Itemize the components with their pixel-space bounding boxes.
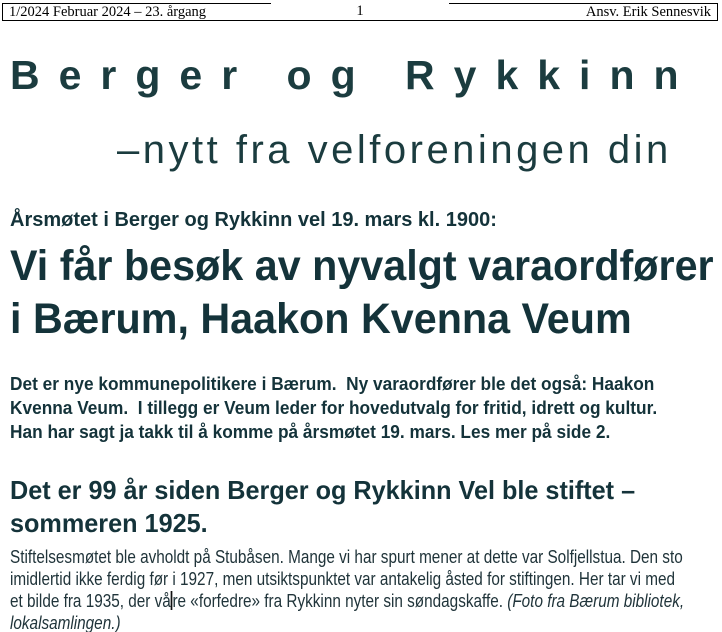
story-line: imidlertid ikke ferdig før i 1927, men utsiktspunktet var antakelig åsted for stiftingen. Her tar vi med xyxy=(10,569,675,589)
editor-info: Ansv. Erik Sennesvik xyxy=(449,3,718,21)
masthead-subtitle: –nytt fra velforeningen din xyxy=(117,128,672,172)
article-kicker: Årsmøtet i Berger og Rykkinn vel 19. mars kl. 1900: xyxy=(10,209,497,231)
story-text: et bilde fra 1935, der vå xyxy=(10,591,171,611)
anniversary-heading-line: Det er 99 år siden Berger og Rykkinn Vel ble stiftet – xyxy=(10,475,636,505)
anniversary-heading xyxy=(10,474,701,540)
anniversary-story-paragraph xyxy=(10,546,685,632)
photo-credit: (Foto fra Bærum bibliotek, xyxy=(507,591,685,611)
story-text: re «forfedre» fra Rykkinn nyter sin søndagskaffe. xyxy=(172,591,508,611)
issue-info: 1/2024 Februar 2024 – 23. årgang xyxy=(2,3,271,21)
article-headline xyxy=(10,240,714,346)
lead-line: Kvenna Veum. I tillegg er Veum leder for hovedutvalg for fritid, idrett og kultur. xyxy=(10,398,658,418)
anniversary-heading-line: sommeren 1925. xyxy=(10,508,208,538)
lead-line: Det er nye kommunepolitikere i Bærum. Ny varaordfører ble det også: Haakon xyxy=(10,374,655,394)
lead-line: Han har sagt ja takk til å komme på årsmøtet 19. mars. Les mer på side 2. xyxy=(10,422,611,442)
article-lead-paragraph xyxy=(10,372,694,444)
page-header xyxy=(2,3,718,21)
headline-line: i Bærum, Haakon Kvenna Veum xyxy=(10,295,632,343)
story-line xyxy=(10,590,685,612)
masthead-title: Berger og Rykkinn xyxy=(10,52,698,98)
page-number: 1 xyxy=(271,3,449,21)
photo-credit-line: lokalsamlingen.) xyxy=(10,613,121,632)
headline-line: Vi får besøk av nyvalgt varaordfører xyxy=(10,242,714,290)
story-line: Stiftelsesmøtet ble avholdt på Stubåsen. Mange vi har spurt mener at dette var Solfjellstua. Den sto xyxy=(10,547,683,567)
